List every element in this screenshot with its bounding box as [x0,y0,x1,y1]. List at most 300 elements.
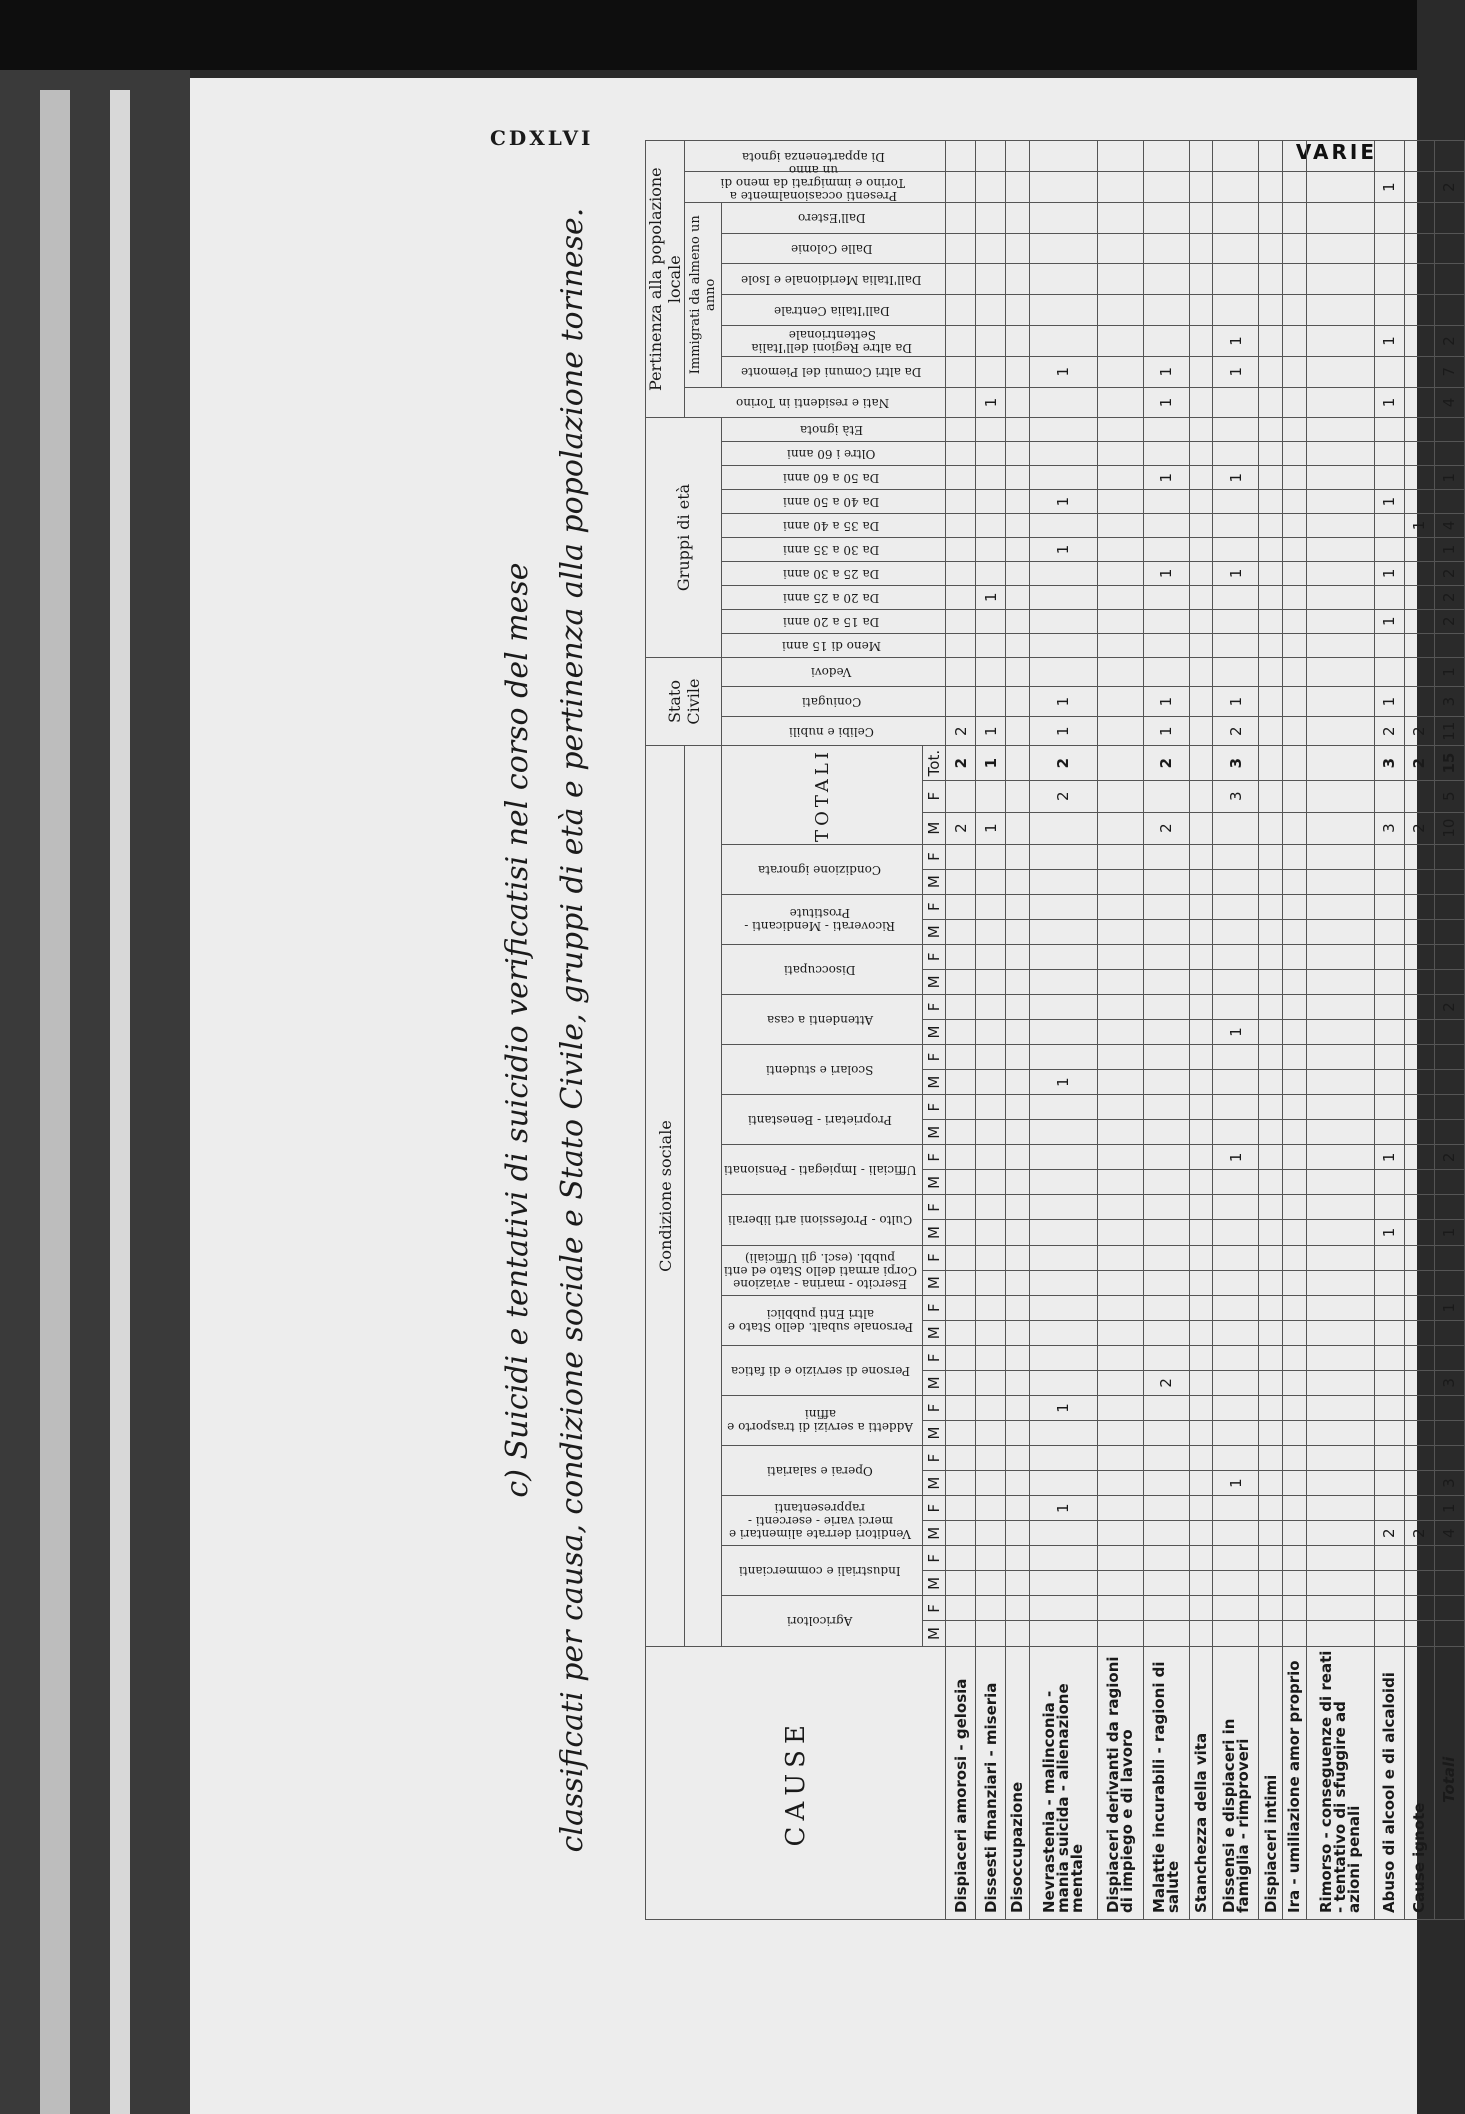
col-label: Oltre i 60 anni [787,447,876,462]
cell-condizione [1213,1320,1259,1345]
cell-condizione [1259,1270,1283,1295]
cell-eta [976,561,1006,585]
cell-eta [1306,418,1374,442]
cell-eta [1189,514,1213,538]
cell-condizione [976,1170,1006,1195]
cell-eta [1259,418,1283,442]
cell-condizione [1434,1070,1464,1095]
cell-condizione [976,1245,1006,1270]
cell-condizione: 4 [1434,1521,1464,1546]
cell-condizione [1404,1295,1434,1320]
cell-condizione [1189,844,1213,869]
cell-pertinenza [1029,172,1097,203]
col-label: Dall'Italia Centrale [773,303,890,318]
cell-condizione [1006,1095,1030,1120]
cell-condizione [1097,1345,1143,1370]
cell-condizione [1434,1571,1464,1596]
cell-eta [1259,633,1283,657]
cell-totali: 2 [1029,746,1097,780]
cell-condizione [1189,1170,1213,1195]
cell-eta [1259,585,1283,609]
cell-pertinenza [1306,141,1374,172]
cell-condizione: 2 [1143,1370,1189,1395]
table-row [1189,141,1213,1920]
cell-pertinenza [1306,264,1374,295]
cell-pertinenza [1282,295,1306,326]
cell-eta [1189,609,1213,633]
cell-condizione [1282,1521,1306,1546]
cell-condizione: 1 [1374,1145,1404,1170]
cell-eta [1213,609,1259,633]
cell-condizione: 1 [1374,1220,1404,1245]
statistics-table [645,140,1465,1920]
cell-condizione [1282,844,1306,869]
cell-eta [1097,442,1143,466]
cell-condizione [1306,1571,1374,1596]
cell-condizione [1097,1546,1143,1571]
cell-pertinenza [1404,141,1434,172]
cell-eta [1374,537,1404,561]
cell-condizione [1029,1546,1097,1571]
col-label: Disoccupati [784,962,856,977]
cell-condizione [976,1045,1006,1070]
cell-eta [976,609,1006,633]
cell-condizione [976,919,1006,944]
cell-eta [976,514,1006,538]
cell-eta [1143,490,1189,514]
cell-pertinenza [1006,264,1030,295]
cause-label: Disoccupazione [1006,1646,1030,1919]
col-label: Da 30 a 35 anni [783,542,880,557]
total-row [1434,141,1464,1920]
cell-eta [1006,537,1030,561]
cell-pertinenza [1404,264,1434,295]
cell-condizione [1404,1345,1434,1370]
cell-eta [1006,585,1030,609]
mf-m: M [923,1420,946,1445]
cell-condizione [1282,1045,1306,1070]
cell-pertinenza [1029,141,1097,172]
cell-condizione [1259,1546,1283,1571]
col-condizione-12 [722,994,923,1044]
cell-condizione [1189,869,1213,894]
cell-totali [1006,812,1030,844]
cell-condizione [1189,1070,1213,1095]
cell-condizione [1259,1220,1283,1245]
cell-condizione [1374,1596,1404,1621]
cell-condizione [1213,1170,1259,1195]
mf-m: M [923,1170,946,1195]
cell-condizione: 1 [1213,1471,1259,1496]
cell-eta [1404,537,1434,561]
cell-condizione [1404,919,1434,944]
cell-pertinenza [1282,141,1306,172]
cell-totali: 15 [1434,746,1464,780]
cell-condizione [1374,1621,1404,1646]
cell-pertinenza [976,202,1006,233]
cell-eta [976,418,1006,442]
cell-pertinenza [1374,264,1404,295]
cell-eta: 1 [1029,537,1097,561]
cell-condizione [1006,1546,1030,1571]
cell-condizione [1006,1395,1030,1420]
table-row [1143,141,1189,1920]
cell-condizione [1282,1145,1306,1170]
cell-condizione [1029,1345,1097,1370]
cell-eta [1259,514,1283,538]
cell-condizione [1029,1095,1097,1120]
col-eta-2 [722,585,946,609]
cell-condizione [1143,994,1189,1019]
cell-condizione [1434,1270,1464,1295]
cell-totali: 1 [976,746,1006,780]
col-eta-4 [722,537,946,561]
cell-condizione [1213,1395,1259,1420]
cell-condizione [1097,1170,1143,1195]
cell-condizione [976,1195,1006,1220]
cell-totali: 3 [1213,746,1259,780]
cell-eta [976,442,1006,466]
cell-totali [1006,780,1030,812]
cell-totali: 3 [1374,812,1404,844]
cell-condizione [1259,1370,1283,1395]
cell-totali: 2 [1029,780,1097,812]
cell-pertinenza [1213,295,1259,326]
cell-pertinenza [976,295,1006,326]
cell-pertinenza [1029,202,1097,233]
cell-stato [1282,716,1306,746]
cell-eta [1282,585,1306,609]
titles-block [460,140,640,1920]
binding-strip-2 [110,90,130,2114]
cell-stato: 3 [1434,687,1464,717]
cell-condizione [1029,1220,1097,1245]
cell-condizione [1189,1245,1213,1270]
cell-condizione [1213,969,1259,994]
cell-stato [1006,716,1030,746]
cell-eta [946,609,976,633]
cell-condizione [1006,1446,1030,1471]
cell-eta [1374,633,1404,657]
cell-pertinenza [1213,141,1259,172]
cell-condizione: 1 [1029,1070,1097,1095]
cell-condizione [1374,1420,1404,1445]
cell-condizione [1029,1245,1097,1270]
cell-condizione [946,1345,976,1370]
cell-eta [1143,633,1189,657]
cell-condizione [1213,1420,1259,1445]
cell-condizione [946,1320,976,1345]
cell-pertinenza [1097,264,1143,295]
mf-m: M [923,1521,946,1546]
col-stato-1 [722,687,946,717]
cell-totali: 2 [1404,812,1434,844]
cell-condizione: 1 [1434,1295,1464,1320]
cell-condizione [1259,1446,1283,1471]
cell-pertinenza [1189,233,1213,264]
cell-pertinenza [1143,172,1189,203]
cell-condizione [1143,1095,1189,1120]
cell-totali [1259,812,1283,844]
cell-eta: 1 [1374,490,1404,514]
cell-condizione [1029,844,1097,869]
cell-pertinenza [1029,326,1097,357]
cell-pertinenza [1404,233,1434,264]
cell-eta [1029,585,1097,609]
cell-condizione [1189,1621,1213,1646]
col-label: Presenti occasionalmente a Torino e immigrati da meno di un anno [720,162,906,203]
cell-totali [1189,812,1213,844]
cell-stato [1306,716,1374,746]
cell-totali [1143,780,1189,812]
table-row [1404,141,1434,1920]
cell-condizione [1189,1496,1213,1521]
cell-pertinenza [946,387,976,418]
cell-condizione [946,1120,976,1145]
cell-pertinenza [1213,233,1259,264]
cell-eta: 1 [1029,490,1097,514]
cell-totali [1259,780,1283,812]
cell-stato [976,657,1006,687]
col-label: Dalle Colonie [790,242,873,257]
cell-eta [1306,442,1374,466]
cell-eta: 2 [1434,585,1464,609]
mf-m: M [923,1571,946,1596]
cell-condizione [946,1270,976,1295]
cell-eta [1213,585,1259,609]
cause-label: Ira - umiliazione amor proprio [1282,1646,1306,1919]
col-label: Da altre Regioni dell'Italia Settentrionale [751,327,912,355]
cell-pertinenza [1143,264,1189,295]
mf-m: M [923,1120,946,1145]
cell-pertinenza [946,326,976,357]
cell-stato: 1 [1029,687,1097,717]
cell-condizione [1259,1496,1283,1521]
cell-eta [1006,466,1030,490]
cell-pertinenza [1143,202,1189,233]
cell-eta [1404,418,1434,442]
cell-condizione [946,1045,976,1070]
cell-condizione [946,1195,976,1220]
cell-pertinenza: 7 [1434,356,1464,387]
cell-condizione [1259,1170,1283,1195]
cell-eta [1306,466,1374,490]
cell-totali [1306,812,1374,844]
cell-eta [976,537,1006,561]
cell-pertinenza [1259,141,1283,172]
cell-eta [1259,490,1283,514]
cell-condizione [1097,1019,1143,1044]
cell-pertinenza [1097,233,1143,264]
cell-condizione [946,1571,976,1596]
cell-eta [1374,418,1404,442]
cell-condizione [1404,994,1434,1019]
cell-condizione [1213,1345,1259,1370]
mf-m: M [923,1220,946,1245]
cell-pertinenza [1374,141,1404,172]
cell-condizione [1259,1245,1283,1270]
cell-eta [1143,609,1189,633]
mf-m: M [923,1471,946,1496]
cell-condizione [1097,1220,1143,1245]
cell-condizione [1213,869,1259,894]
cell-pertinenza [1189,356,1213,387]
cell-condizione [1143,1270,1189,1295]
cell-stato: 1 [1213,687,1259,717]
cell-pertinenza [1259,172,1283,203]
cell-condizione [1006,1245,1030,1270]
cell-eta [1189,537,1213,561]
cell-pertinenza [1189,202,1213,233]
cell-condizione [1306,894,1374,919]
mf-m: M [923,919,946,944]
cell-pertinenza [1306,295,1374,326]
group-pertinenza: Pertinenza alla popolazione locale [646,141,685,418]
mf-m: M [923,869,946,894]
cell-condizione [1213,994,1259,1019]
cell-condizione [1306,969,1374,994]
cell-eta [1097,418,1143,442]
table-row [1006,141,1030,1920]
cell-condizione [1189,1471,1213,1496]
cell-condizione [976,969,1006,994]
cell-condizione [1282,994,1306,1019]
cell-condizione [1282,969,1306,994]
cell-pertinenza [1306,387,1374,418]
cell-totali [1189,746,1213,780]
cell-eta [1434,418,1464,442]
cell-condizione [976,1621,1006,1646]
cell-condizione [1259,944,1283,969]
cell-condizione [1259,1145,1283,1170]
cell-condizione [1006,1195,1030,1220]
cell-pertinenza [1306,233,1374,264]
cell-condizione [1282,1345,1306,1370]
cell-eta [1213,490,1259,514]
cell-stato: 2 [1404,716,1434,746]
cell-condizione [1029,1471,1097,1496]
cell-condizione [1282,894,1306,919]
cell-totali [1259,746,1283,780]
cell-condizione [1374,1170,1404,1195]
col-condizione-6 [722,1295,923,1345]
cell-condizione [1306,1145,1374,1170]
cell-condizione [1097,1370,1143,1395]
cell-pertinenza: 1 [1029,356,1097,387]
cell-condizione [1006,1571,1030,1596]
cell-condizione [1097,1496,1143,1521]
cell-eta [1306,609,1374,633]
cell-condizione [1029,894,1097,919]
cell-stato [976,687,1006,717]
cell-eta [1006,633,1030,657]
cell-condizione: 2 [1434,994,1464,1019]
cell-condizione [946,969,976,994]
cell-eta [946,490,976,514]
cell-eta [1097,561,1143,585]
cell-condizione [1282,919,1306,944]
cell-totali: 2 [1404,746,1434,780]
cell-pertinenza [1189,264,1213,295]
cell-condizione [1143,1471,1189,1496]
cell-condizione [1434,1395,1464,1420]
cell-condizione [976,869,1006,894]
cell-condizione [1404,1095,1434,1120]
cell-condizione [1189,1320,1213,1345]
cell-condizione [1434,1621,1464,1646]
cell-stato [1306,657,1374,687]
cell-condizione [1029,1270,1097,1295]
cell-pertinenza [1006,202,1030,233]
condizione-spacer [685,746,722,1646]
cell-pertinenza [976,326,1006,357]
cell-condizione [1006,1370,1030,1395]
cell-condizione [1097,994,1143,1019]
cell-condizione [1006,1496,1030,1521]
cell-stato [1404,657,1434,687]
cell-condizione [1282,1245,1306,1270]
cell-condizione [1282,1596,1306,1621]
cell-condizione [976,1571,1006,1596]
cell-eta [1213,633,1259,657]
cell-condizione [1282,1120,1306,1145]
cell-condizione [1143,944,1189,969]
group-stato: Stato Civile [646,657,722,746]
cell-pertinenza [1006,233,1030,264]
cell-condizione [1404,1471,1434,1496]
cell-totali [1213,812,1259,844]
col-condizione-3 [722,1446,923,1496]
cell-condizione [1143,1245,1189,1270]
cell-condizione [1097,1395,1143,1420]
cell-pertinenza [1006,326,1030,357]
cell-condizione [1097,1120,1143,1145]
cell-pertinenza [1006,295,1030,326]
cell-eta: 1 [1374,609,1404,633]
mf-f: F [923,1395,946,1420]
cell-condizione [946,1596,976,1621]
cell-condizione [1097,869,1143,894]
cell-eta [946,585,976,609]
cell-condizione [1434,1045,1464,1070]
scan-top-bar [0,0,1417,70]
cell-pertinenza [1097,295,1143,326]
cell-eta [946,514,976,538]
mf-f: F [923,1596,946,1621]
cell-condizione: 1 [1213,1145,1259,1170]
col-eta-9 [722,418,946,442]
cell-condizione [1006,1295,1030,1320]
cell-condizione [976,1521,1006,1546]
cell-eta [1189,561,1213,585]
cell-condizione [946,919,976,944]
cell-pertinenza [1029,387,1097,418]
col-eta-5 [722,514,946,538]
col-label: Da 35 a 40 anni [783,519,880,534]
cell-pertinenza [1282,233,1306,264]
table-row [1097,141,1143,1920]
cell-eta [1006,418,1030,442]
cell-condizione [1097,1245,1143,1270]
cell-pertinenza [946,141,976,172]
cell-totali [1282,746,1306,780]
cell-stato: 2 [946,716,976,746]
cell-condizione [1434,869,1464,894]
cell-pertinenza [1259,326,1283,357]
cell-eta [1189,418,1213,442]
cell-condizione [1097,1596,1143,1621]
cell-condizione [1306,869,1374,894]
